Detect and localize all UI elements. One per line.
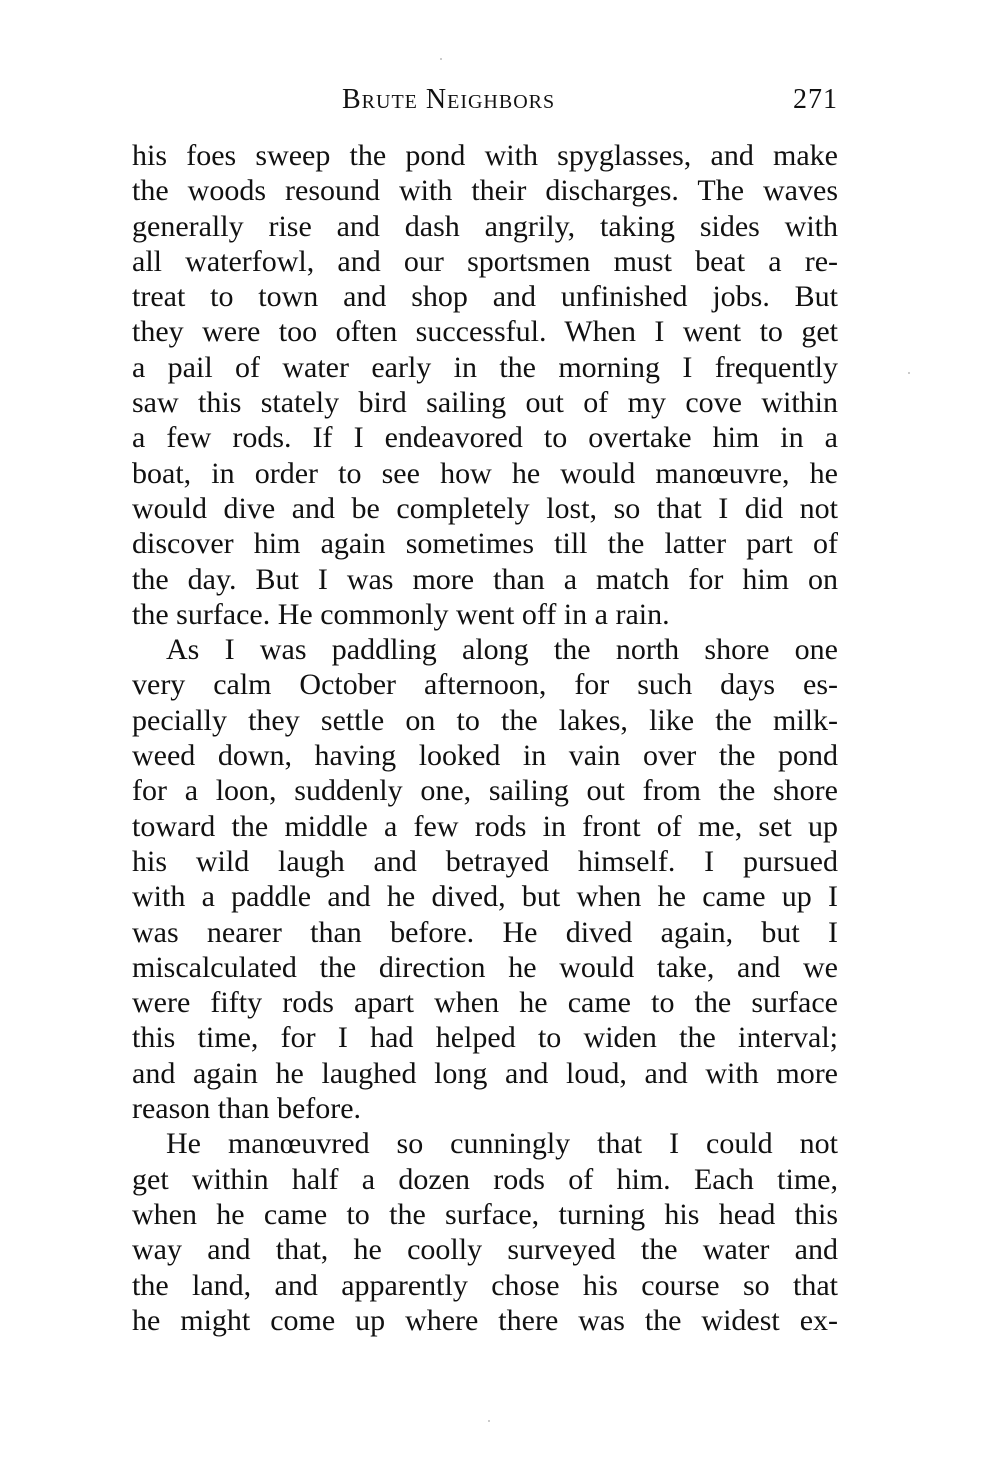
text-line: when he came to the surface, turning his head this xyxy=(132,1197,838,1231)
text-line: get within half a dozen rods of him. Each time, xyxy=(132,1162,838,1196)
text-line: He manœuvred so cunningly that I could not xyxy=(166,1127,838,1161)
text-line: reason than before. xyxy=(132,1092,362,1126)
paragraph-3 xyxy=(132,1126,838,1338)
text-line: the surface. He commonly went off in a rain. xyxy=(132,597,670,631)
text-line: with a paddle and he dived, but when he came up I xyxy=(132,880,838,914)
text-line: this time, for I had helped to widen the interval; xyxy=(132,1021,838,1055)
text-line: the woods resound with their discharges. The waves xyxy=(132,174,838,208)
text-line: saw this stately bird sailing out of my cove within xyxy=(132,386,838,420)
text-line: all waterfowl, and our sportsmen must beat a re- xyxy=(132,244,838,278)
text-line: As I was paddling along the north shore one xyxy=(166,633,838,667)
text-line: for a loon, suddenly one, sailing out from the shore xyxy=(132,774,838,808)
text-line: would dive and be completely lost, so that I did not xyxy=(132,491,838,525)
text-line: way and that, he coolly surveyed the water and xyxy=(132,1233,838,1267)
text-line: a few rods. If I endeavored to overtake him in a xyxy=(132,421,838,455)
text-line: weed down, having looked in vain over the pond xyxy=(132,739,838,773)
text-line: toward the middle a few rods in front of me, set up xyxy=(132,809,838,843)
paragraph-2 xyxy=(132,632,838,1126)
page-number: 271 xyxy=(793,84,838,115)
text-line: the land, and apparently chose his course so that xyxy=(132,1268,838,1302)
paragraph-1 xyxy=(132,138,838,632)
text-line: his wild laugh and betrayed himself. I pursued xyxy=(132,844,838,878)
text-line: very calm October afternoon, for such days es- xyxy=(132,668,838,702)
text-line: he might come up where there was the widest ex- xyxy=(132,1303,838,1337)
running-title: Brute Neighbors xyxy=(342,84,556,115)
text-line: the day. But I was more than a match for him on xyxy=(132,562,838,596)
text-line: miscalculated the direction he would take, and we xyxy=(132,950,838,984)
text-line: boat, in order to see how he would manœuvre, he xyxy=(132,456,838,490)
body-text xyxy=(132,138,838,1338)
text-line: were fifty rods apart when he came to the surface xyxy=(132,986,838,1020)
paper-speck xyxy=(908,372,910,374)
text-line: treat to town and shop and unfinished jobs. But xyxy=(132,280,838,314)
paper-speck xyxy=(440,58,442,60)
text-line: and again he laughed long and loud, and with more xyxy=(132,1056,838,1090)
text-line: they were too often successful. When I went to get xyxy=(132,315,838,349)
text-line: a pail of water early in the morning I frequently xyxy=(132,350,838,384)
paper-speck xyxy=(488,1420,490,1422)
text-line: was nearer than before. He dived again, but I xyxy=(132,915,838,949)
text-line: discover him again sometimes till the latter part of xyxy=(132,527,838,561)
text-line: pecially they settle on to the lakes, like the milk- xyxy=(132,703,838,737)
text-line: generally rise and dash angrily, taking sides with xyxy=(132,209,838,243)
running-header xyxy=(132,80,838,124)
text-line: his foes sweep the pond with spyglasses, and make xyxy=(132,139,838,172)
